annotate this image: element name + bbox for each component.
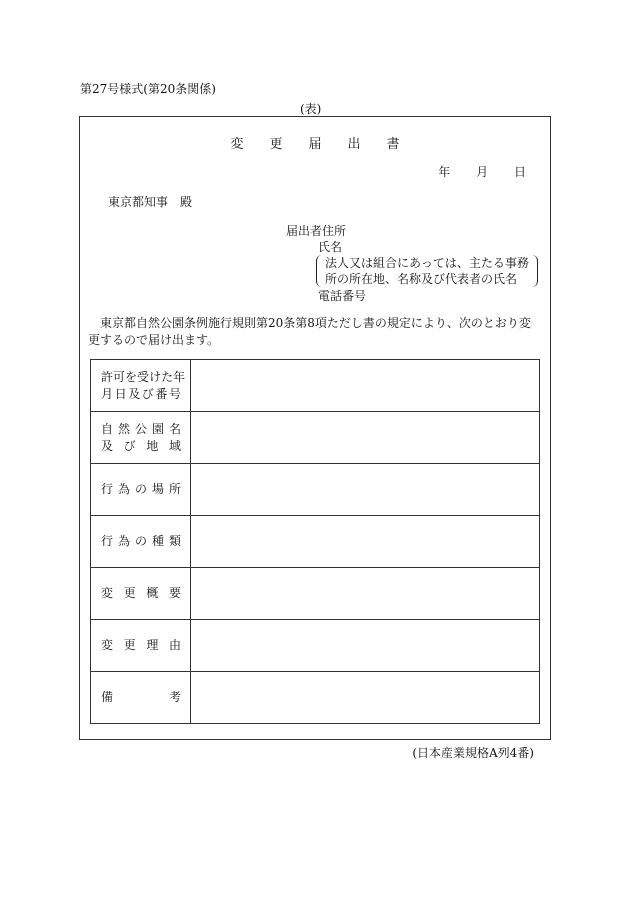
row-label-line1: 備 考 <box>101 690 181 704</box>
row-value-field[interactable] <box>190 568 539 620</box>
row-label-line1: 自 然 公 園 名 <box>101 421 181 436</box>
row-label-line1: 許 可 を 受 け た 年 <box>101 369 186 384</box>
table-row <box>91 568 540 620</box>
row-label <box>91 464 191 516</box>
row-value-field[interactable] <box>190 672 539 724</box>
row-value-field[interactable] <box>190 620 539 672</box>
form-frame <box>79 116 551 740</box>
row-label <box>91 360 191 412</box>
date-line <box>416 163 526 180</box>
row-value-field[interactable] <box>190 360 539 412</box>
date-year: 年 <box>438 165 451 179</box>
table-row <box>91 620 540 672</box>
row-value-field[interactable] <box>190 516 539 568</box>
items-table <box>90 359 540 724</box>
form-title: 変更届出書 <box>230 137 426 152</box>
row-label <box>91 672 191 724</box>
table-row <box>91 412 540 464</box>
corporation-note-line-1: 法人又は組合にあっては、主たる事務 <box>325 256 529 270</box>
table-row <box>91 672 540 724</box>
form-number: 第27号様式(第20条関係) <box>80 82 216 96</box>
table-row <box>91 464 540 516</box>
side-label: (表) <box>300 102 322 116</box>
name-label: 氏名 <box>318 240 343 254</box>
table-row <box>91 360 540 412</box>
corporation-note <box>316 255 538 287</box>
row-label-line1: 変 更 理 由 <box>101 638 181 652</box>
addressee: 東京都知事 殿 <box>108 195 193 209</box>
submitter-block <box>286 223 346 255</box>
row-label <box>91 568 191 620</box>
corporation-note-line-2: 所の所在地、名称及び代表者の氏名 <box>325 272 518 286</box>
row-value-field[interactable] <box>190 464 539 516</box>
date-day: 日 <box>513 165 526 179</box>
phone-label: 電話番号 <box>318 289 367 303</box>
address-label: 届出者住所 <box>286 224 347 238</box>
statement-text: 東京都自然公園条例施行規則第20条第8項ただし書の規定により、次のとおり変更するので届け出ます。 <box>88 316 531 347</box>
row-label-line2: 月 日 及 び 番 号 <box>101 386 181 401</box>
row-label <box>91 412 191 464</box>
row-label-line1: 行 為 の 場 所 <box>101 482 181 496</box>
paper-standard-note: (日本産業規格A列4番) <box>412 746 534 760</box>
row-label-line1: 行 為 の 種 類 <box>101 534 181 548</box>
row-label-line1: 変 更 概 要 <box>101 586 181 600</box>
table-row <box>91 516 540 568</box>
row-value-field[interactable] <box>190 412 539 464</box>
date-month: 月 <box>476 165 489 179</box>
row-label <box>91 516 191 568</box>
row-label-line2: 及 び 地 域 <box>101 438 181 453</box>
row-label <box>91 620 191 672</box>
